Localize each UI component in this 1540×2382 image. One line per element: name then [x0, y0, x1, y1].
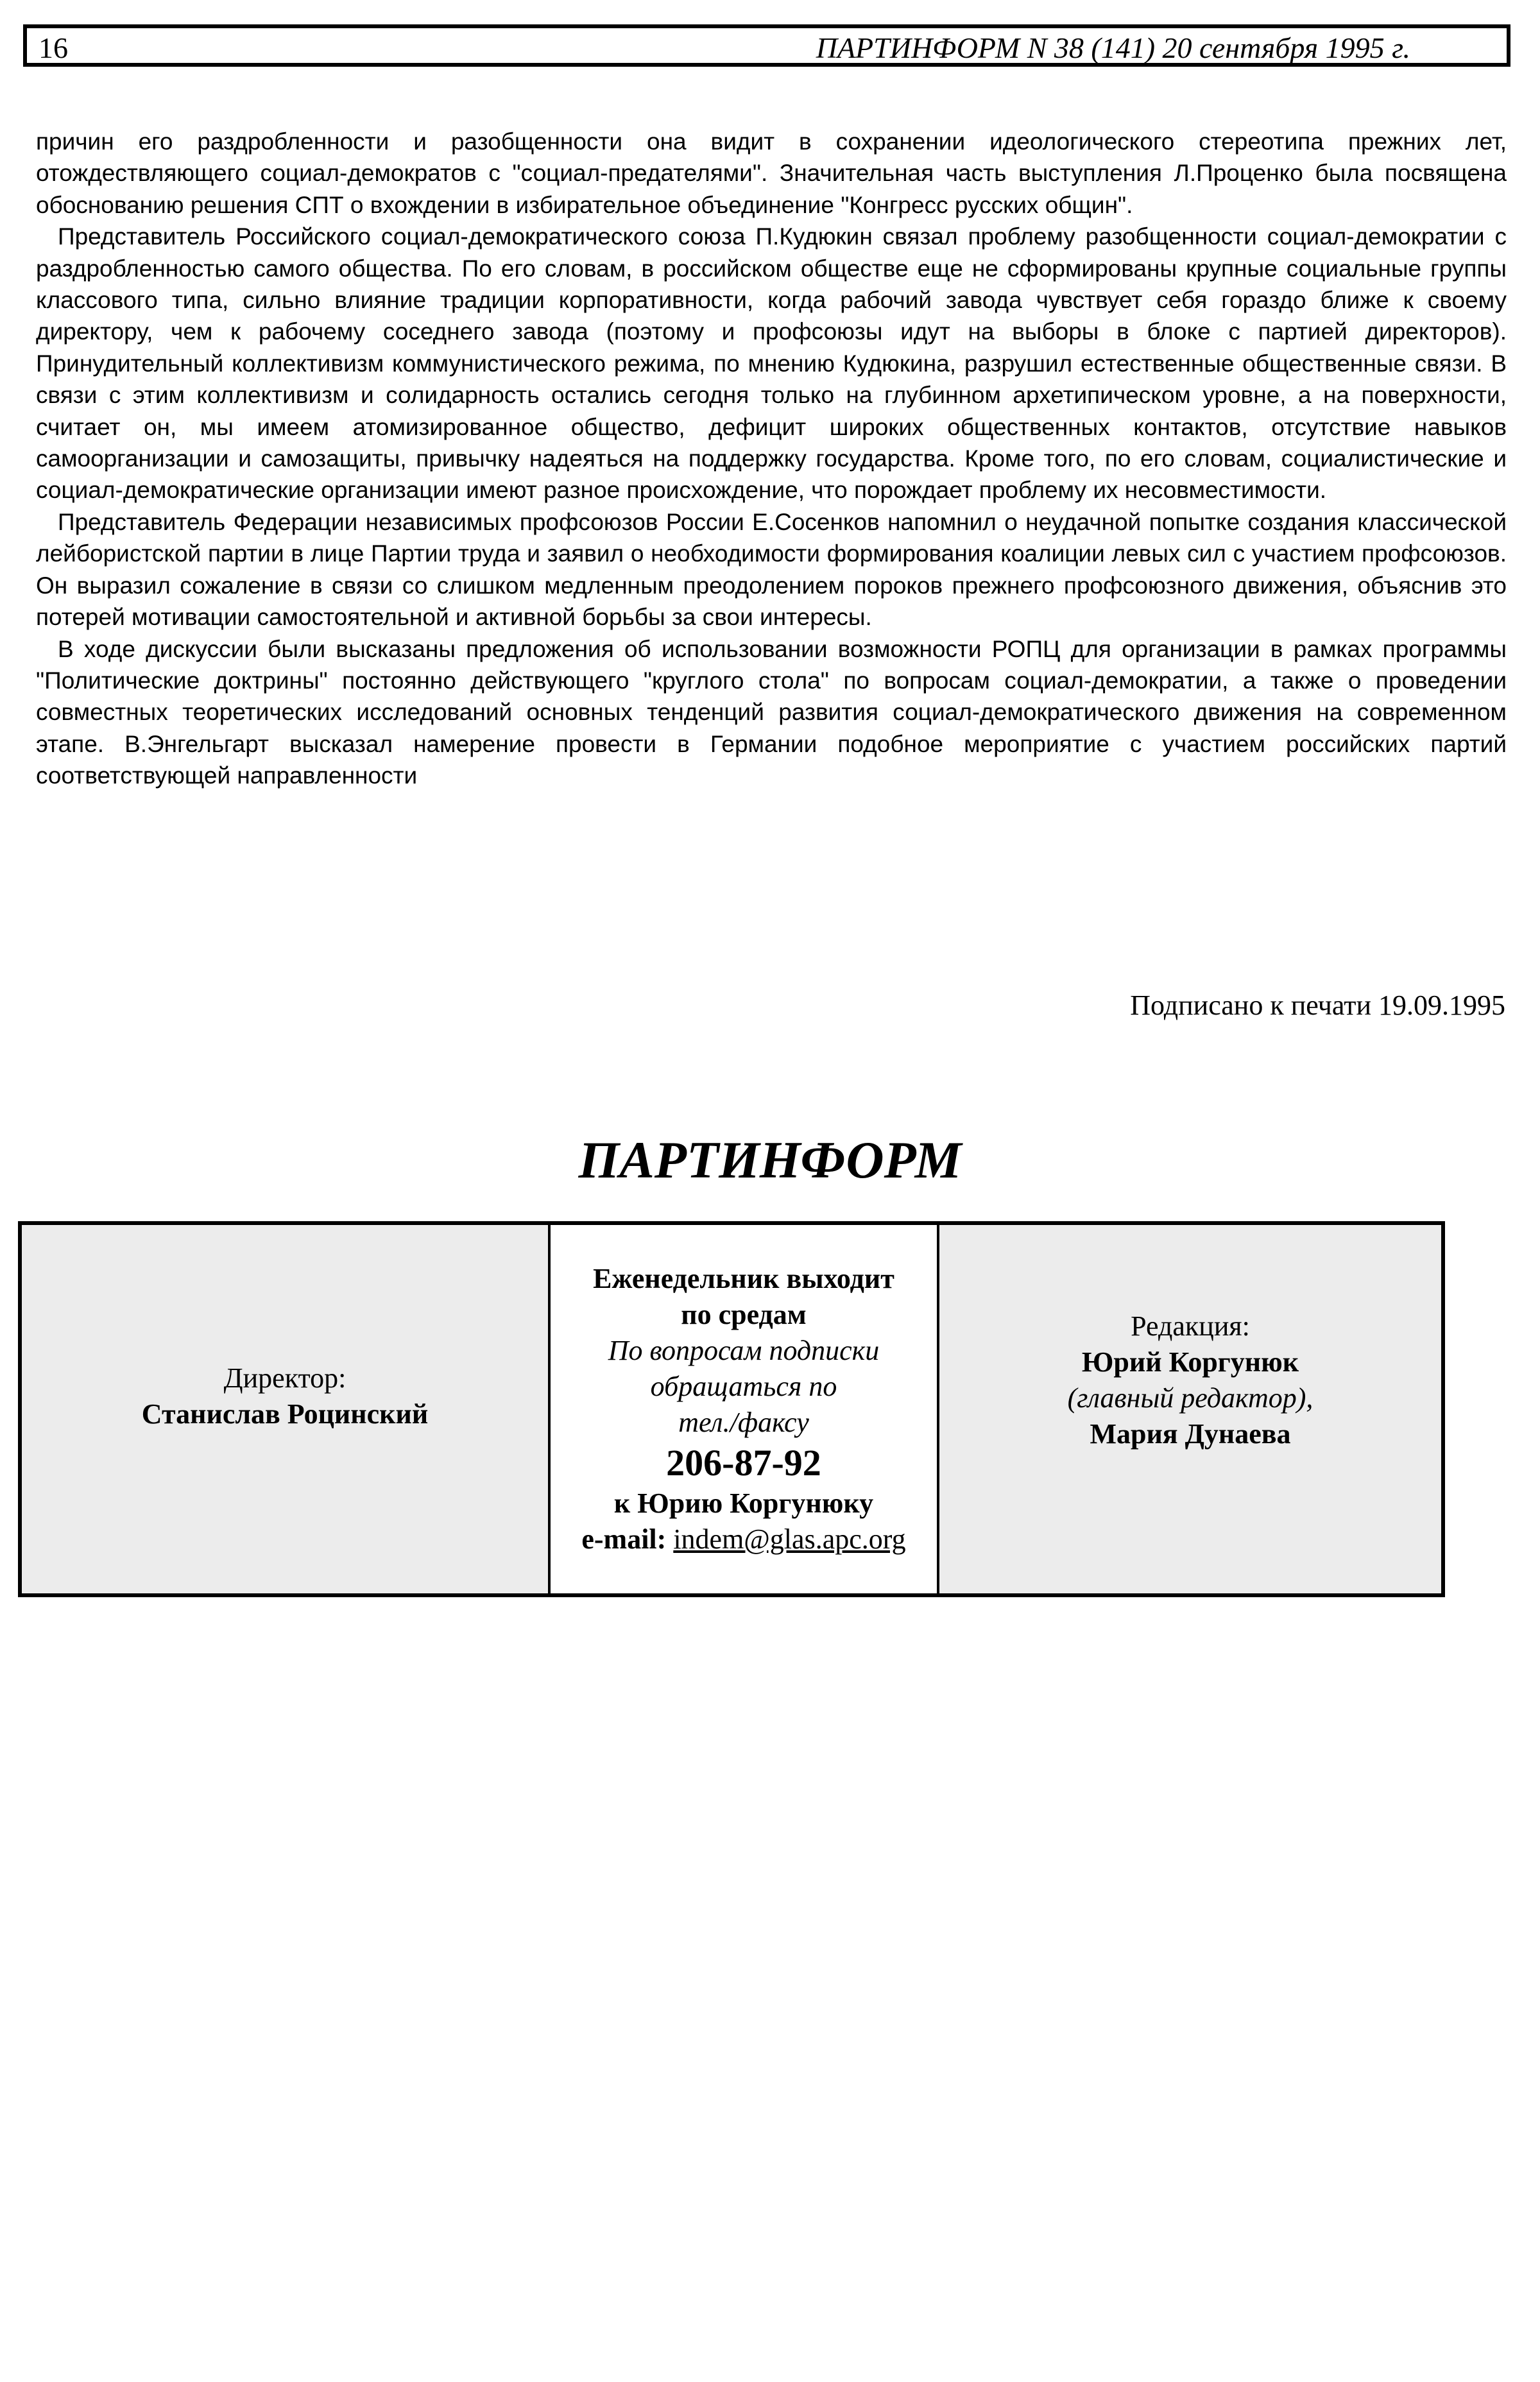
editor-name: Юрий Коргунюк: [1081, 1346, 1299, 1378]
subscription-line: тел./факсу: [678, 1407, 809, 1438]
contact-person: к Юрию Коргунюку: [613, 1487, 874, 1519]
issue-line: ПАРТИНФОРМ N 38 (141) 20 сентября 1995 г.: [816, 31, 1410, 64]
page-header: [23, 24, 1510, 67]
subscription-line: По вопросам подписки: [608, 1335, 880, 1366]
article-paragraph: Представитель Российского социал-демократического союза П.Кудюкин связал проблему разобщенности социал-демократии с раздробленностью самого общества. По его словам, в российском обществе еще не сформированы крупные социальные группы классового типа, сильно влияние традиции корпоративности, когда рабочий завода чувствует себя гораздо ближе к своему директору, чем к рабочему соседнего завода (поэтому и профсоюзы идут на выборы в блоке с партией директоров). Принудительный коллективизм коммунистического режима, по мнению Кудюкина, разрушил естественные общественные связи. В связи с этим коллективизм и солидарность остались сегодня только на глубинном архетипическом уровне, а на поверхности, считает он, мы имеем атомизированное общество, дефицит широких общественных контактов, отсутствие навыков самоорганизации и самозащиты, привычку надеяться на поддержку государства. Кроме того, по его словам, социалистические и социал-демократические организации имеют разное происхождение, что порождает проблему их несовместимости.: [36, 223, 1507, 504]
weekly-line: Еженедельник выходит: [593, 1263, 894, 1294]
phone-number: 206-87-92: [666, 1442, 821, 1484]
weekly-day-line: по средам: [681, 1299, 807, 1330]
subscription-cell: [551, 1225, 939, 1593]
article-paragraph: причин его раздробленности и разобщенности она видит в сохранении идеологического стереотипа прежних лет, отождествляющего социал-демократов с "социал-предателями". Значительная часть выступления Л.Проценко была посвящена обоснованию решения СПТ о вхождении в избирательное объединение "Конгресс русских общин".: [36, 128, 1507, 218]
subscription-line: обращаться по: [650, 1371, 837, 1402]
masthead-title: ПАРТИНФОРМ: [578, 1131, 962, 1189]
page-number: 16: [38, 31, 68, 64]
second-editor-name: Мария Дунаева: [1090, 1418, 1291, 1450]
email-link[interactable]: indem@glas.apc.org: [673, 1523, 906, 1555]
email-row: [581, 1521, 905, 1557]
email-label: e-mail:: [581, 1523, 667, 1555]
editorial-label: Редакция:: [1131, 1310, 1250, 1342]
article-body: [36, 126, 1507, 792]
article-paragraph: Представитель Федерации независимых профсоюзов России Е.Сосенков напомнил о неудачной попытке создания классической лейбористской партии в лице Партии труда и заявил о необходимости формирования коалиции левых сил с участием профсоюзов. Он выразил сожаление в связи со слишком медленным преодолением пороков прежнего профсоюзного движения, объяснив это потерей мотивации самостоятельной и активной борьбы за свои интересы.: [36, 508, 1507, 631]
article-paragraph: В ходе дискуссии были высказаны предложения об использовании возможности РОПЦ для организации в рамках программы "Политические доктрины" постоянно действующего "круглого стола" по вопросам социал-демократии, а также о проведении совместных теоретических исследований основных тенденций развития социал-демократического движения на современном этапе. В.Энгельгарт высказал намерение провести в Германии подобное мероприятие с участием российских партий соответствующей направленности: [36, 635, 1507, 789]
director-name: Станислав Роцинский: [141, 1398, 429, 1430]
imprint-table: [18, 1221, 1445, 1597]
director-cell: [22, 1225, 551, 1593]
editorial-cell: [939, 1225, 1441, 1593]
editor-role: (главный редактор),: [1067, 1382, 1313, 1414]
signed-to-print-line: Подписано к печати 19.09.1995: [1130, 990, 1505, 1021]
director-label: Директор:: [223, 1362, 346, 1394]
